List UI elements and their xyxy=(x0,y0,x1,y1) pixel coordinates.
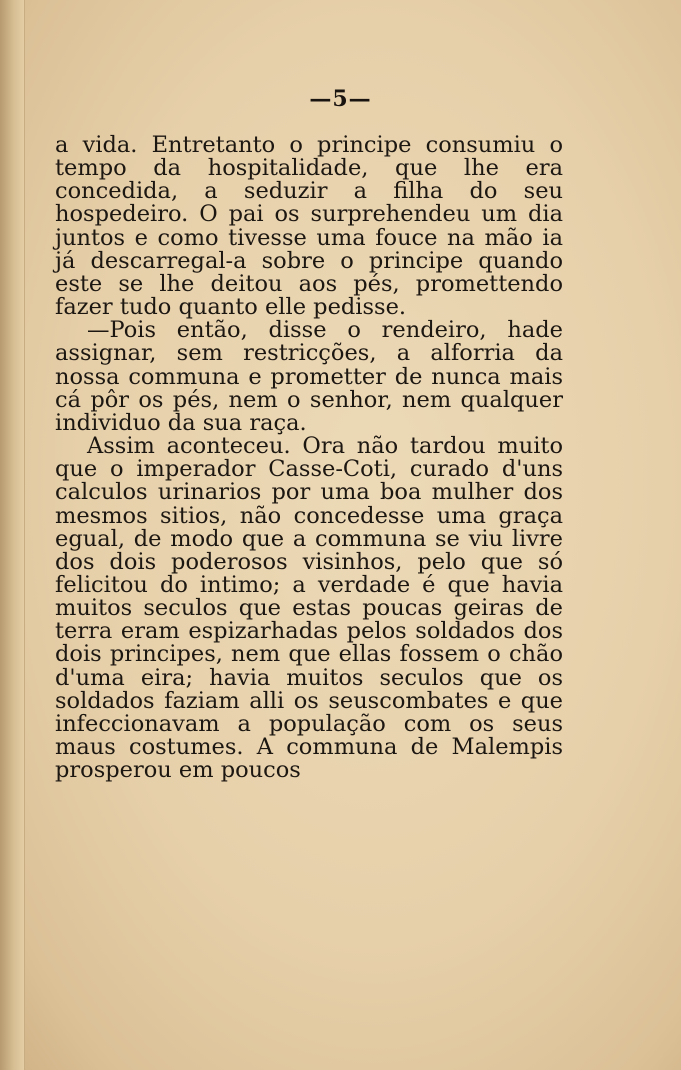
paragraph-1: a vida. Entretanto o principe consumiu o tempo da hospitalidade, que lhe era concedida, a seduzir a filha do seu hospedeiro. O pai os surprehendeu um dia juntos e como tivesse uma fouce na mão ia já descarregal-a sobre o principe quando este se lhe deitou aos pés, promettendo fazer tudo quanto elle pedisse. xyxy=(55,132,563,321)
paragraph-3: Assim aconteceu. Ora não tardou muito que o imperador Casse-Coti, curado d'uns calculos urinarios por uma boa mulher dos mesmos sitios, não concedesse uma graça egual, de modo que a communa se viu livre dos dois poderosos visinhos, pelo que só felicitou do intimo; a verdade é que havia muitos seculos que estas poucas geiras de terra eram espizarhadas pelos soldados dos dois principes, nem que ellas fossem o chão d'uma eira; havia muitos seculos que os soldados faziam alli os seuscombates e que infeccionavam a população com os seus maus costumes. A communa de Malempis prosperou em poucos xyxy=(55,433,563,784)
page-number: —5— xyxy=(309,86,372,112)
page-body-text xyxy=(55,134,563,782)
page-gutter xyxy=(0,0,25,1070)
paragraph-2: —Pois então, disse o rendeiro, hade assignar, sem restricções, a alforria da nossa communa e prometter de nunca mais cá pôr os pés, nem o senhor, nem qualquer individuo da sua raça. xyxy=(55,317,563,436)
